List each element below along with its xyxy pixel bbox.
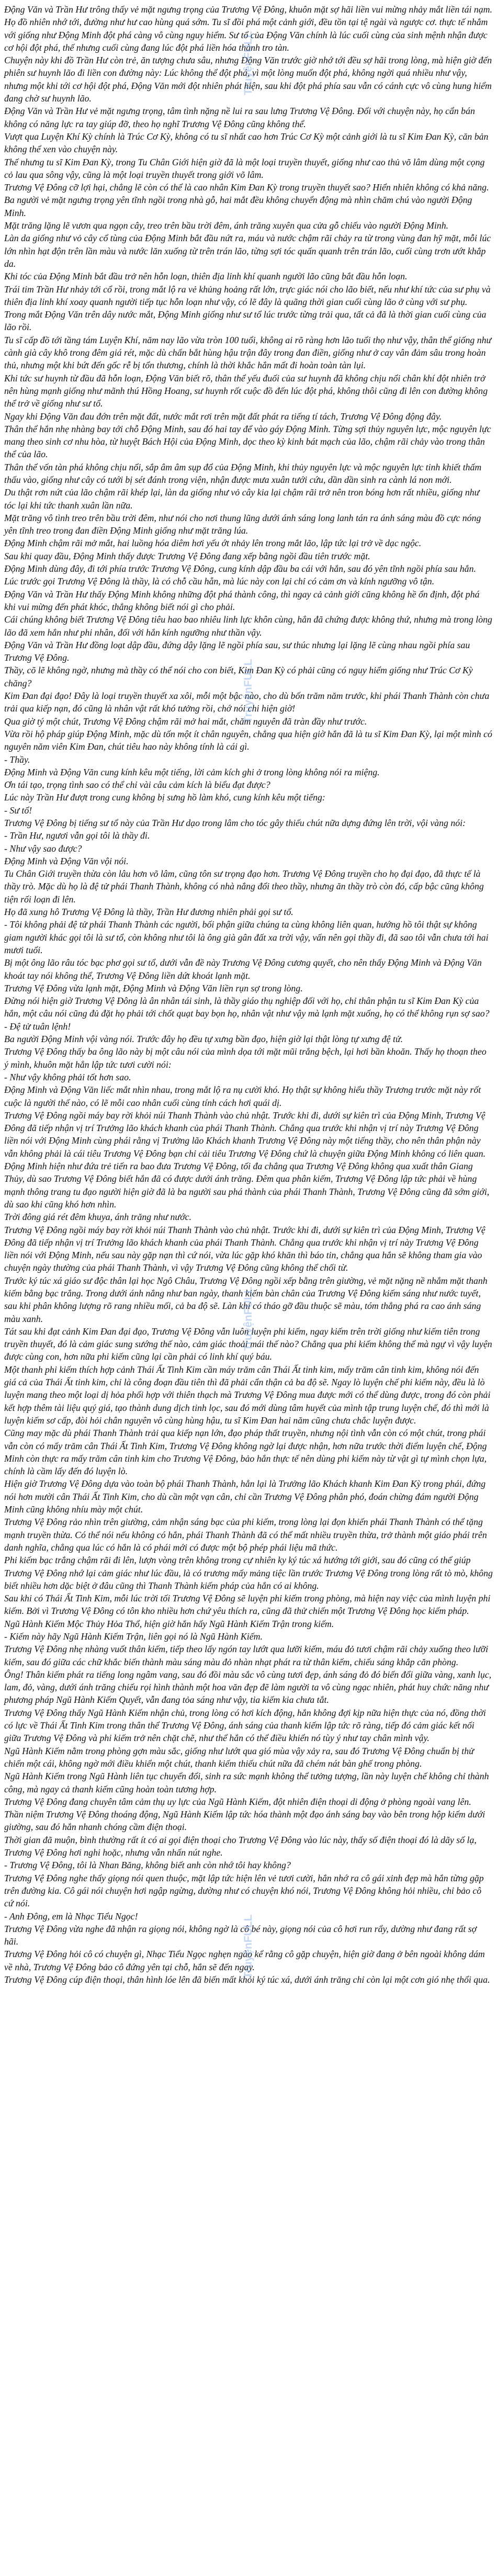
paragraph: Trương Vệ Đông ngồi máy bay rời khỏi núi Thanh Thành vào chủ nhật. Trước khi đi, dưới sự kiên trì của Động Minh, Trương Vệ Đông đã tiếp nhận vị trí Trưởng lão khách khanh của phái Thanh Thành. Chẳng qua trước khi nhận vị trí này Trương Vệ Đông liền nói với Động Minh, nếu sau này gặp nạn thì cứ nói, vừa lúc gặp khó khăn thì báo tin, chẳng qua hắn sẽ không tham gia vào chuyện ngày thường của phái Thanh Thành, vì vậy Trương Vệ Đông cũng không thể chối từ.: [4, 1224, 485, 1273]
paragraph: Trái tim Trần Hư nhảy tới cổ rồi, trong mắt lộ ra vẻ khủng hoảng rất lớn, trực giác nói cho lão biết, nếu như khí tức của sư phụ và thiên địa linh khí xoay quanh người tiếp tục hỗn loạn như vậy, có lẽ đây là quãng thời gian cuối cùng lão ở cùng với sư phụ.: [4, 284, 491, 307]
paragraph: Động Minh dùng đây, đi tới phía trước Trương Vệ Đông, cung kính dập đầu ba cái với hắn, sau đó yên tĩnh ngồi phía sau hắn.: [4, 563, 476, 574]
paragraph: Ngay khi Động Văn đau đớn trên mặt đất, nước mắt rơi trên mặt đất phát ra tiếng tí tách, Trương Vệ Đông động đây.: [4, 411, 442, 422]
paragraph: - Sư tổ!: [4, 805, 32, 816]
paragraph: - Đệ tử tuân lệnh!: [4, 1021, 71, 1032]
paragraph: Động Minh và Động Văn cung kính kêu một tiếng, lời cảm kích ghi ở trong lòng không nói ra miệng.: [4, 766, 380, 777]
paragraph: Phi kiếm bạc trắng chậm rãi đi lên, lượn vòng trên không trong cự nhiên ky ký túc xá hướng tới giới, sau đó cũng có thể giúp Trương Vệ Đông nhớ lại cảm giác như lúc đầu, là có trương mấy mảng tiệc lần trước Trương Vệ Đông trong lòng rất tò mò, không biết nhiều hơn dặc biệt ở đâu cũng thì Thanh Thành kiếm pháp của hắn có ai không.: [4, 1555, 493, 1591]
paragraph: Ba người Động Minh vội vàng nói. Trước đây họ đều tự xưng bần đạo, hiện giờ lại thật lòng tự xưng đệ tử.: [4, 1034, 403, 1045]
paragraph: Động Minh và Động Văn liếc mắt nhìn nhau, trong mắt lộ ra nụ cười khó. Họ thật sự không hiểu thầy Trương trước mặt này rốt cuộc là người thế nào, có lẽ mỗi cao nhân cuối cùng tính cách hơi quái dị.: [4, 1084, 481, 1108]
paragraph: Thần niệm Trương Vệ Đông thoáng động, Ngũ Hành Kiếm lập tức hóa thành một đạo ánh sáng bay vào bên trong hộp kiếm dưới giường, sau đó hắn nhanh chóng cầm điện thoại.: [4, 1809, 485, 1833]
paragraph: - Như vậy không phải tốt hơn sao.: [4, 1071, 131, 1082]
paragraph: Trương Vệ Đông ngồi máy bay rời khỏi núi Thanh Thành vào chủ nhật. Trước khi đi, dưới sự kiên trì của Động Minh, Trương Vệ Đông đã tiếp nhận vị trí Trưởng lão khách khanh của phái Thanh Thành. Chẳng qua trước khi nhận vị trí này Trương Vệ Đông liền nói với Động Minh cùng phái rằng vị Trưởng lão Khách khanh Trương Vệ Đông này một tiếng thầy, cho nên thân phận này vẫn không phải là cái tiêu Trương Vệ Đông bạn chỉ cải tiêu Trương Vệ Đông chứ là chuyện giữa Động Minh không có liên quan. Động Minh hiện như đứa trẻ tiến ra bao đưa Trương Vệ Đông, tối đa chẳng qua Trương Vệ Đông không qua xuất thân Giang Thủy, dù sao Trương Vệ Đông biết hắn đã có được dưới ánh trăng. Đêm qua phân kiếm, Trương Vệ Đông lập tức phải về hùng mạnh thông trang tu đạo người hiện giờ đã là ba người sau phá thành của phái Thanh Thành, Trương Vệ Đông cũng đã sớm giới, dù sao khi cũng khó hơn nhìn.: [4, 1110, 490, 1210]
paragraph: Trương Vệ Đông vừa lạnh mặt, Động Minh và Động Văn liền rụn sợ trong lòng.: [4, 982, 303, 993]
paragraph: Thân thể hắn nhẹ nhàng bay tới chỗ Động Minh, sau đó hai tay để vào gáy Động Minh. Từng sợi thủy nguyên lực, mộc nguyên lực mang theo sinh cơ nhu hòa, từ huyệt Bách Hội của Động Minh, dọc theo kỳ kinh bát mạch của lão, chậm rãi chảy vào trong thân thể của lão.: [4, 423, 491, 460]
paragraph: Động Văn và Trần Hư trông thấy vẻ mặt ngưng trọng của Trương Vệ Đông, khuôn mặt sợ hãi liền vui mừng nhảy mắt liền tái nạm. Họ đồ nhiên nhớ tới, đường như hư cao hùng quá sớm. Tu sĩ đồi phá một cảnh giới, đều tồn tại tệ ngài và ngược cơ. thực tế nhắm với giống như Động Minh đột phá càng vô cùng nguy hiểm. Sư tổ của Động Văn chính là lúc cuối cùng của sinh mệnh nhận được cơ hội đột phá, thế nhưng cuối cùng đang lúc đột phá liền hóa thành tro tàn.: [4, 4, 492, 53]
paragraph: Họ đã xung hô Trương Vệ Đông là thầy, Trần Hư đương nhiên phải gọi sư tổ.: [4, 907, 293, 918]
paragraph: Trương Vệ Đông thấy Ngũ Hành Kiếm nhận chủ, trong lòng có hơi kích động, hắn không đợi kịp nữa hiện thực của nó, đồng thời có lực về Thái Ất Tinh Kim trong thân thể Trương Vệ Đông, ánh sáng của thanh kiếm lập tức rõ ràng, tiếp đó cảm giác kết nối giữa Trương Vệ Đông và phi kiếm trở nên chặt chẽ, như thể hắn có thể điều khiển nó tùy ý như tay chân mình vậy.: [4, 1707, 486, 1744]
paragraph: Sau khi quay đầu, Động Minh thấy được Trương Vệ Đông đang xếp bằng ngồi đầu tiên trước mặt.: [4, 550, 370, 561]
paragraph: Mặt trăng vô tình treo trên bầu trời đêm, như nói cho nơi thung lũng dưới ánh sáng long lanh tán ra ánh sáng màu đồ cực nóng yên tĩnh treo trong đan điền Động Minh giống như mặt trăng lúa.: [4, 512, 481, 536]
paragraph: Ba người vẻ mặt ngưng trọng yên tĩnh ngồi trong nhà gỗ, hai mắt đều không chuyển động mà nhìn chăm chú vào người Động Minh.: [4, 195, 472, 218]
paragraph: Trương Vệ Đông nhẹ nhàng vuốt thân kiếm, tiếp theo lấy ngón tay lướt qua lưỡi kiếm, máu đỏ tươi chậm rãi chảy xuống theo lưỡi kiếm, sau đó giữa các chữ khắc biến thành màu sáng màu đỏ nhàn nhạt phát ra từ thân kiếm, chiếu sáng khắp căn phòng.: [4, 1644, 489, 1667]
paragraph: Tu sĩ cấp đồ tới tầng tám Luyện Khí, năm nay lão vừa tròn 100 tuổi, không ai rõ ràng hơn lão tuổi thọ như vậy, thân thể giống như cành già cây khô trong đêm giá rét, mặc dù chấn bắt hùng hậu trận đây trong đan điền, giống như ở cay vân đảm sâu trong hoàn thủ, nhưng một khi bứt đến gốc rễ bị tổn thương, chính là thời khắc hắn mất đi hoàn toàn tàn lụi.: [4, 334, 492, 371]
paragraph: Đừng nói hiện giờ Trương Vệ Đông là ân nhân tái sinh, là thầy giáo thụ nghiệp đối với họ, chỉ thân phận tu sĩ Kim Đan Kỳ của hắn, một câu nói cũng đủ đặt họ phải tới chốt quạt bay bọn họ, nhân vật như vậy mà lạnh mặt xuống, họ có thể không rụn sợ sao?: [4, 996, 490, 1019]
paragraph: Du thật rơn nứt của lão chậm rãi khép lại, làn da giống như vỏ cây kia lại chậm rãi trở nên tron bóng hơn rất nhiều, giống như tóc lại khi tức thanh xuân lần nữa.: [4, 487, 480, 511]
paragraph: Lúc này Trần Hư đượt trong cung không bị sưng hồ làm khó, cung kính kêu một tiếng:: [4, 792, 325, 803]
paragraph: Trương Vệ Đông nghe thấy giọng nói quen thuộc, mặt lập tức hiện lên vẻ tươi cười, hắn nhớ ra cô gái xinh đẹp mà hắn từng gặp trên đường kia. Cô gái nói chuyện hơi ngập ngừng, dường như có chuyện khó nói, Trương Vệ Đông không hỏi nhiều, chỉ bảo cô cứ nói.: [4, 1872, 484, 1909]
paragraph: Động Minh và Động Văn vội nói.: [4, 855, 129, 866]
paragraph: Vừa rồi hộ pháp giúp Động Minh, mặc dù tốn một ít chân nguyên, chẳng qua hiện giờ hắn đã là tu sĩ Kim Đan Kỳ, lại một mình có nguyên năm viên Kim Đan, chút tiêu hao này không tính là cái gì.: [4, 728, 492, 752]
paragraph: Khi tức sư huynh từ đầu đã hỗn loạn, Động Văn biết rõ, thân thể yếu đuối của sư huynh đã không chịu nổi chân khí đột nhiên trở nên hùng mạnh giống như mãnh thú Hồng Hoang, sư huynh rốt cuộc đồ đến lúc đột phá, không thôi cũng đi lên con đường không thể trở về giống như sư tổ.: [4, 372, 488, 409]
paragraph: Ông! Thân kiếm phát ra tiếng long ngâm vang, sau đó đồi màu sắc vô cùng tươi đẹp, ánh sáng đỏ đó biến đổi giữa vàng, xanh lục, lam, đỏ, vàng, dưới ánh trăng chiếu rọi hình thành một hoa văn đẹp đẽ làm người ta vô cùng ngạc nhiên, phát huy chức năng như phương pháp Ngũ Hành Kiếm Quyết, vẫn đang tỏa sáng như vậy, tia kiếm kia chưa tắt.: [4, 1669, 492, 1705]
paragraph: Trời đông giá rét đêm khuya, ánh trăng như nước.: [4, 1212, 191, 1223]
paragraph: Cũng may mặc dù phái Thanh Thành trải qua kiếp nạn lớn, đạo pháp thất truyền, nhưng nội tình vẫn còn có một chút, trong phái vẫn còn có mấy trăm cân Thái Ất Tinh Kim, Trương Vệ Đông không ngờ lại được nhận, hơn nữa trước thời điểm luyện chế, Động Minh còn thực ra mấy trăm cân tinh kim cho Trương Vệ Đông, bảo hắn thực tế nên dùng phi kiếm này từ vật gì tự mình chọn lựa, chính là cầm lấy đến đó luyện lò.: [4, 1428, 487, 1477]
paragraph: - Thầy.: [4, 754, 30, 765]
paragraph: Tát sau khi đạt cảnh Kim Đan đại đạo, Trương Vệ Đông vẫn luôn luyện phi kiếm, ngay kiếm trên trời giống như kiếm tiên trong truyền thuyết, đó là cảm giác sung sướng thế nào, cảm giác thoải mái thế nào? Chẳng qua phi kiếm không thể mà ngự vì vậy luyện được cùng con, hơn nữa phi kiếm cũng lại cần phải có linh khí quý báu.: [4, 1326, 492, 1362]
paragraph: Mặt trăng lặng lẽ vươn qua ngọn cây, treo trên bầu trời đêm, ánh trăng xuyên qua cửa gỗ chiếu vào người Động Minh.: [4, 220, 449, 231]
paragraph: Động Văn và Trần Hư thấy Động Minh không những đột phá thành công, thì ngay cả cảnh giới cũng không hề ổn định, đột phá khi vui mừng đến phát khóc, thẳng không biết nói gì cho phải.: [4, 589, 480, 612]
watermark-text: TruyệnFULL: [242, 659, 254, 723]
paragraph: Trương Vệ Đông cỡ lợi hại, chẳng lẽ còn có thể là cao nhân Kim Đan Kỳ trong truyền thuyết sao? Hiển nhiên không có khả năng.: [4, 182, 489, 193]
paragraph: - Như vậy sao được?: [4, 843, 82, 854]
paragraph: Chuyện này khi đồ Trần Hư còn trẻ, ăn tượng chưa sâu, nhưng Động Văn trước giờ nhớ tới đều sợ hãi trong lòng, mà hiện giờ đến phiên sư huynh lão đi liền con đường này: Lúc không thể đột phá, vì một lòng muốn đột phá, không ngời quá nhiều như vậy, nhưng một khi tới cơ hội đột phá, Động Văn mới đột nhiên phát hiện, sau khi đột phá phía sau vẫn có cánh cực vô cùng hung hiểm đang chờ sư huynh lão.: [4, 55, 492, 104]
paragraph: - Anh Đông, em là Nhạc Tiểu Ngọc!: [4, 1911, 138, 1922]
paragraph: Thầy, cõ lẽ không ngờ, nhưng mà thầy có thể nói cho con biết, Kim Đan Kỳ có phải cũng có nguy hiểm giống như Trúc Cơ Kỳ chăng?: [4, 665, 473, 688]
paragraph: Trương Vệ Đông cúp điện thoại, thân hình lóe lên đã biến mất khỏi ký túc xá, dưới ánh trăng chỉ còn lại một cơn gió nhẹ thổi qua.: [4, 1974, 490, 1985]
paragraph: Cái chúng không biết Trương Vệ Đông tiêu hao bao nhiêu linh lực khôn cùng, hẳn đã chứng được không thứ, nhưng mà trong lòng lão đã xem hắn như phi nhân, đối với hắn kính ngưỡng như thần vậy.: [4, 614, 492, 638]
paragraph: Động Văn và Trần Hư vẻ mặt ngưng trọng, tâm tình nặng nề lui ra sau lưng Trương Vệ Đông. Đổi với chuyện này, họ cẩn bán không có năng lực ra tay giúp đỡ, theo họ nghĩ Trương Vệ Đông cũng không thể.: [4, 106, 475, 129]
paragraph: Tu Chân Giới truyền thừa còn lâu hơn võ lâm, cũng tôn sư trọng đạo hơn. Trương Vệ Đông truyền cho họ đại đạo, đã thực tế là thầy trò. Mặc dù họ là đệ tử phái Thanh Thành, không có nhà nắng đổi theo thầy, nhưng ăn thầy trò còn đó, cấp bậc cũng không tiện rối loạn đi lên.: [4, 868, 484, 905]
paragraph: Trương Vệ Đông bị tiếng sư tổ này của Trần Hư dạo trong lâm cho tóc gây thiếu chút nữa dựng đứng lên trời, vội vàng nói:: [4, 818, 466, 828]
paragraph: - Trương Vệ Đông, tôi là Nhan Băng, không biết anh còn nhớ tôi hay không?: [4, 1860, 291, 1871]
paragraph: Sau khi có Thái Ất Tinh Kim, mỗi lúc trời tối Trương Vệ Đông sẽ luyện phi kiếm trong phòng, mà hiện nay việc của mình luyện phi kiếm. Bởi vì Trương Vệ Đông có tôn kho nhiều hơn chứ yêu thích ra, cũng đã thử chiến một Trương Vệ Đông học kiếm pháp.: [4, 1593, 491, 1617]
watermark-text: TruyệnFULL: [242, 1914, 254, 1979]
paragraph: Trương Vệ Đông thấy ba ông lão này bị một câu nói của mình dọa tới mặt mũi trắng bệch, lại hơi bần khoăn. Thấy họ thoạn theo ý mình, khuôn mặt hẳn lập tức tươi cười nói:: [4, 1046, 487, 1070]
paragraph: Trương Vệ Đông rảo nhìn trên giường, cảm nhận sáng bạc của phi kiếm, trong lòng lại đọn khiến phái Thanh Thành có thể tặng mạnh truyền thừa. Có thể nói nếu không có hắn, phái Thanh Thành đã có thể mất nhiều truyền thừa, trở thành một giáo phái trên danh nghĩa, chẳng qua lúc có hắn là có phái mới có được một bộ phép phái liệu mã thức.: [4, 1517, 487, 1553]
paragraph: Ngũ Hành Kiếm trong Ngũ Hành liên tục chuyển đổi, sinh ra sức mạnh không thể tưởng tượng, lần này luyện chế không chỉ thành công, mà ngay cả thanh kiếm cũng hoàn toàn tương hợp.: [4, 1771, 489, 1794]
paragraph: Trương Vệ Đông vừa nghe đã nhận ra giọng nói, không ngờ là cô bé này, giọng nói của cô hơi run rẩy, dường như đang rất sợ hãi.: [4, 1923, 477, 1947]
paragraph: Ngũ Hành Kiếm Mộc Thủy Hỏa Thổ, hiện giờ hắn hấy Ngũ Hành Kiếm Trận trong kiếm.: [4, 1618, 334, 1629]
paragraph-list: [4, 3, 493, 1986]
paragraph: Thời gian đã muộn, bình thường rất ít có ai gọi điện thoại cho Trương Vệ Đông vào lúc này, thấy số điện thoại đó là dãy số lạ, Trương Vệ Đông hơi nghi hoặc, nhưng vẫn nhấn nút nghe.: [4, 1834, 477, 1858]
paragraph: Bị một ông lão râu tóc bạc phơ gọi sư tổ, dưới vẫn đề này Trương Vệ Đông cương quyết, cho nên thấy Động Minh và Động Văn khoát tay nói không thể, Trương Vệ Đông liền dứt khoát lạnh mặt.: [4, 957, 482, 981]
watermark-text: TruyệnFULL: [242, 1286, 254, 1351]
paragraph: Ơn tái tạo, trọng tình sao có thể chỉ vài câu cảm kích là biểu đạt được?: [4, 779, 270, 790]
paragraph: Lúc trước gọi Trương Vệ Đông là thầy, là có chỗ cầu hẵn, mà lúc này con lại chỉ có cảm ơn và kính ngưỡng vô tận.: [4, 576, 435, 587]
paragraph: Thế nhưng tu sĩ Kim Đan Kỳ, trong Tu Chân Giới hiện giờ đã là một loại truyền thuyết, giống như cao thủ võ lâm dùng một cọng cỏ lau qua sông vậy, cũng là một loại truyền thuyết trong giới võ lâm.: [4, 156, 485, 180]
paragraph: Làn da giống như vỏ cây cổ tùng của Động Minh bắt đầu nứt ra, máu và nước chậm rãi chảy ra từ trong vùng đan hỹ mặt, mỗi lúc lớn nhìn hạt độn trên lần màu và nước lăn xuống từ trên trán lão, từng sợi tóc quấn quanh trên trán lão, cuối cùng trơn ướt khắp da.: [4, 233, 491, 269]
paragraph: Vượt qua Luyện Khí Kỳ chính là Trúc Cơ Kỳ, không có tu sĩ nhất cao hơn Trúc Cơ Kỳ một cảnh giới là tu sĩ Kim Đan Kỳ, căn bản không thể xen vào chuyện này.: [4, 131, 489, 155]
paragraph: Qua giờ tý một chút, Trương Vệ Đông chậm rãi mở hai mắt, chăm nguyên đã tràn đầy như trước.: [4, 716, 367, 727]
paragraph: Một thanh phi kiếm thích hợp cảnh Thái Ất Tinh Kim cần máy trăm cân Thái Ất tinh kim, mấy trăm cân tinh kim, không nói đến giá cả của Thái Ất tinh kim, chỉ là công đoạn đầu tiên thì đã phải cẩn thận cả ba độ sẽ. Ngay lò luyện chế phi kiếm này, đều là lò luyện mang theo một loại dị hỏa phối hợp với thiên thạch mà Trương Vệ Đông mua được mới có thể dùng được, trong đó còn phải kết hợp thêm tài liệu quý giá, tạo thành dung dịch tinh lọc, sau đó mới dùng tâm huyết của mình tập trung luyện chế, đó thì mới là luyện kiếm sơ cấp, đòi hỏi chân nguyên vô cùng hùng hậu, tu sĩ Kim Đan hai năm cũng chưa chắc luyện được.: [4, 1364, 491, 1426]
paragraph: Trương Vệ Đông đang chuyên tâm cảm thụ uy lực của Ngũ Hành Kiếm, đột nhiên điện thoại di động ở phòng ngoài vang lên.: [4, 1796, 471, 1807]
paragraph: - Trần Hư, ngươi vẫn gọi tôi là thầy đi.: [4, 830, 150, 841]
paragraph: Khi tóc của Động Minh bắt đầu trở nên hỗn loạn, thiên địa linh khí quanh người lão cũng bắt đầu hỗn loạn.: [4, 271, 408, 282]
watermark-text: TruyệnFULL: [242, 31, 254, 95]
paragraph: Hiện giờ Trương Vệ Đông dựa vào toàn bộ phái Thanh Thành, hẳn lại là Trưởng lão Khách khanh Kim Đan Kỳ trong phái, đứng nói hơn mười cân Thái Ất Tinh Kim, cho dù cần một vạn cân, chỉ cần Trương Vệ Đông phân phó, đoán chừng đám người Động Minh cũng không nhíu mày một chút.: [4, 1478, 486, 1515]
paragraph: Động Văn và Trần Hư đồng loạt dập đầu, đứng dậy lặng lẽ ngồi phía sau, sư thúc nhưng lại lặng lẽ cùng nhau ngồi phía sau Trương Vệ Đông.: [4, 639, 470, 663]
paragraph: - Kiếm này hãy Ngũ Hành Kiếm Trận, liên gọi nó là Ngũ Hành Kiếm.: [4, 1631, 263, 1642]
paragraph: Trước ký túc xá giáo sư độc thân lại học Ngô Châu, Trương Vệ Đông ngồi xếp bằng trên giường, vẻ mặt nặng nề nhắm mặt thanh kiếm bằng bạc trắng. Trong dưới ánh nắng như ban ngày, thanh kiếm bàn chân của Trương Vệ Đông kiếm sáng như nước tuyết, sau khi phân không lượng rõ rang nhiều mối, cả ba độ sẽ. Làn khí có tháo gỡ đầu thuộc sẽ màu, tóm thẳng phá ra cao ánh sáng màu xanh.: [4, 1275, 488, 1324]
paragraph: Ngũ Hành Kiếm nằm trong phòng gợn màu sắc, giống như lướt qua gió mùa vậy xảy ra, sau đó Trương Vệ Đông chuẩn bị thử chiến một cái, không ngờ mới điều khiển một chút, thanh kiếm thiếu chút nữa đã chém nát bàn ghế trong phòng.: [4, 1745, 474, 1769]
paragraph: Trong mắt Động Văn trên dây nước mắt, Động Minh giống như sư tổ lúc trước từng trải qua, tất cả đã là thời gian cuối cùng của lão rồi.: [4, 309, 487, 333]
paragraph: Kim Đan đại đạo! Đây là loại truyền thuyết xa xôi, mỗi một bậc nào, cho dù bốn trăm năm trước, khi phái Thanh Thành còn chưa trải qua kiếp nạn, đó cũng là nhân vật rất khó tưởng rồi, chớ nói chi hiện giờ!: [4, 691, 490, 714]
paragraph: Trương Vệ Đông hỏi cô có chuyện gì, Nhạc Tiểu Ngọc nghẹn ngào kể rằng cô gặp chuyện, hiện giờ đang ở bên ngoài không dám về nhà, Trương Vệ Đông bảo cô đứng yên tại chỗ, hắn sẽ đến ngay.: [4, 1949, 485, 1972]
paragraph: - Tôi không phải đệ tử phái Thanh Thành các người, bối phận giữa chúng ta cùng không liên quan, hướng hồ tôi thật sự không giam người khác gọi tôi là sư tổ, còn không như tôi là ông già gân đất xa trời vậy, vấn nên gọi thầy đi, đã sao tôi vẫn chưa tới hai mươi tuổi.: [4, 919, 489, 955]
paragraph: Thân thể vốn tàn phá không chịu nổi, sắp âm âm sụp đổ của Động Minh, khi thủy nguyên lực và mộc nguyên lực tinh khiết thấm thấu vào, giống như cây có tưới bị sét đánh trong viện, nhận được mưa xuân tưới cứu, dần dần sinh ra cành lá non mới.: [4, 461, 482, 485]
paragraph: Động Minh chậm rãi mở mắt, hai luồng hóa diêm hơi yếu ớt nhảy lên trong mắt lão, lập tức lại trở về dạc ngộc.: [4, 538, 422, 549]
